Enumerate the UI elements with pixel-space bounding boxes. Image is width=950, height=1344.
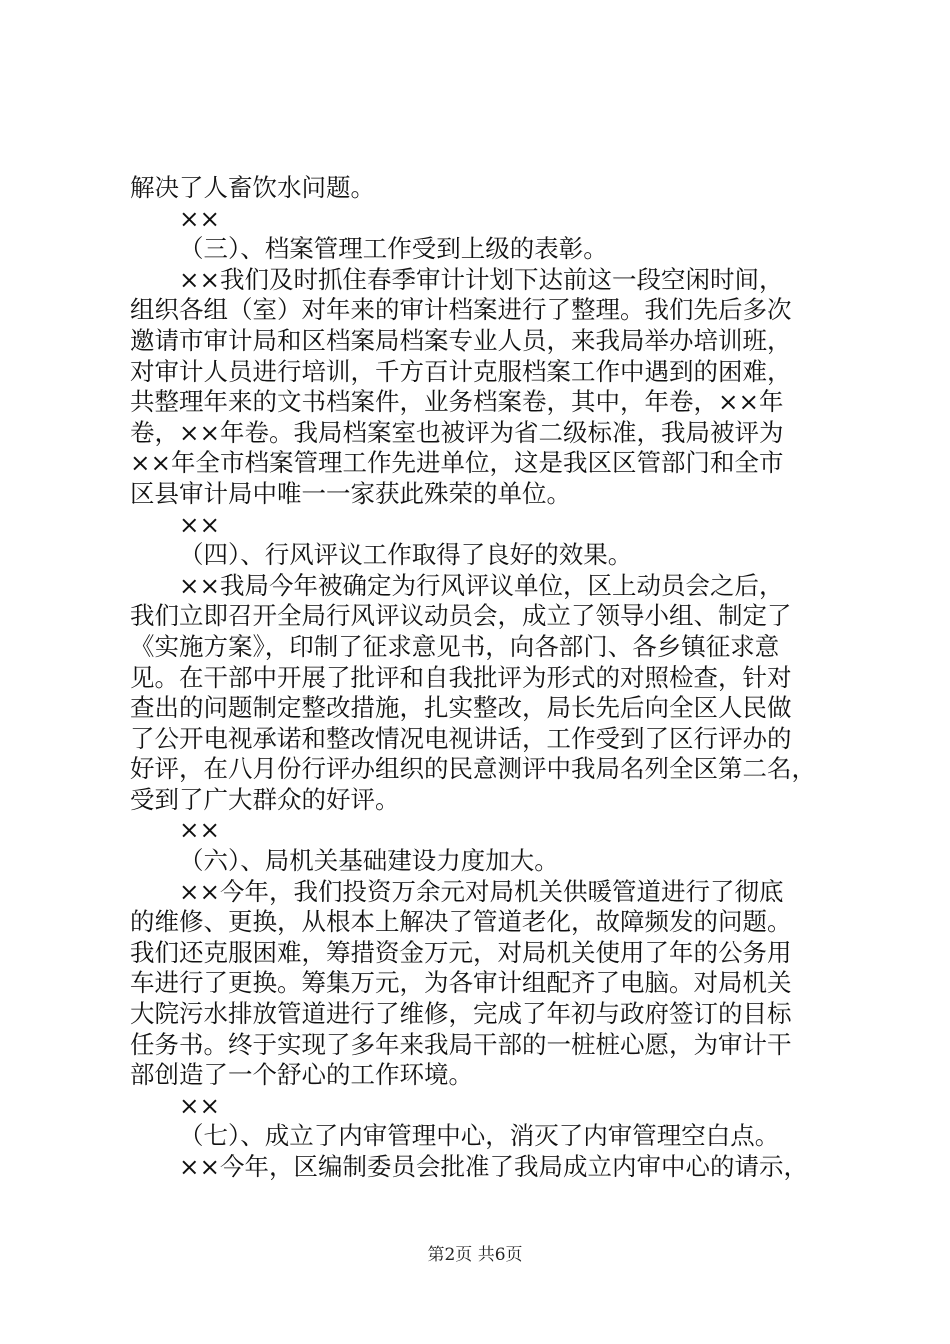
section-heading: （三）、档案管理工作受到上级的表彰。 [179, 234, 608, 264]
text-line: ×× [179, 509, 221, 539]
text-line: 邀请市审计局和区档案局档案专业人员，来我局举办培训班， [130, 325, 792, 355]
page-footer: 第2页 共6页 [427, 1245, 523, 1265]
text-line: 我们立即召开全局行风评议动员会，成立了领导小组、制定了 [130, 601, 792, 631]
text-line: 《实施方案》，印制了征求意见书，向各部门、各乡镇征求意 [130, 631, 780, 661]
text-line: 好评，在八月份行评办组织的民意测评中我局名列全区第二名， [130, 754, 816, 784]
text-line: ××我们及时抓住春季审计计划下达前这一段空闲时间， [179, 264, 784, 294]
text-line: ××我局今年被确定为行风评议单位，区上动员会之后， [179, 570, 784, 600]
text-line: 查出的问题制定整改措施，扎实整改，局长先后向全区人民做 [130, 693, 792, 723]
text-line: 的维修、更换，从根本上解决了管道老化，故障频发的问题。 [130, 907, 792, 937]
document-body [130, 173, 830, 1183]
text-line: ×× [179, 815, 221, 845]
text-line: 任务书。终于实现了多年来我局干部的一桩桩心愿，为审计干 [130, 1029, 792, 1059]
text-line: 我们还克服困难，筹措资金万元，对局机关使用了年的公务用 [130, 937, 792, 967]
text-line: 了公开电视承诺和整改情况电视讲话，工作受到了区行评办的 [130, 723, 792, 753]
text-line: ×× [179, 203, 221, 233]
text-line: ××今年，区编制委员会批准了我局成立内审中心的请示， [179, 1152, 809, 1181]
section-heading: （四）、行风评议工作取得了良好的效果。 [179, 540, 633, 570]
text-line: ××年全市档案管理工作先进单位，这是我区区管部门和全市 [130, 448, 784, 478]
text-line: 解决了人畜饮水问题。 [130, 173, 375, 202]
text-line: 车进行了更换。筹集万元，为各审计组配齐了电脑。对局机关 [130, 968, 792, 998]
text-line: 部创造了一个舒心的工作环境。 [130, 1060, 473, 1090]
text-line: 对审计人员进行培训，千方百计克服档案工作中遇到的困难， [130, 356, 792, 386]
text-line: 共整理年来的文书档案件，业务档案卷，其中，年卷，××年 [130, 387, 784, 417]
section-heading: （七）、成立了内审管理中心，消灭了内审管理空白点。 [179, 1121, 780, 1151]
text-line: 大院污水排放管道进行了维修，完成了年初与政府签订的目标 [130, 999, 792, 1029]
text-line: 见。在干部中开展了批评和自我批评为形式的对照检查，针对 [130, 662, 792, 692]
text-line: ××今年，我们投资万余元对局机关供暖管道进行了彻底 [179, 876, 784, 906]
text-line: 卷，××年卷。我局档案室也被评为省二级标准，我局被评为 [130, 417, 784, 447]
text-line: 组织各组（室）对年来的审计档案进行了整理。我们先后多次 [130, 295, 792, 325]
section-heading: （六）、局机关基础建设力度加大。 [179, 846, 559, 876]
text-line: 受到了广大群众的好评。 [130, 784, 400, 814]
text-line: 区县审计局中唯一一家获此殊荣的单位。 [130, 478, 571, 508]
text-line: ×× [179, 1090, 221, 1120]
